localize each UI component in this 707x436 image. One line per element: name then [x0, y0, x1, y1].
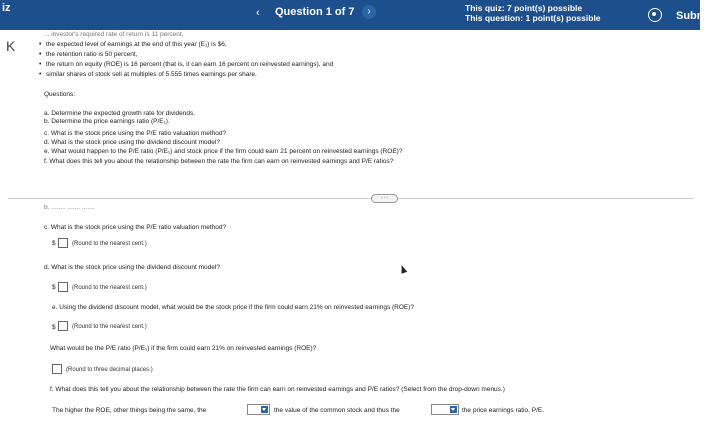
- expand-toggle[interactable]: ·····: [371, 194, 398, 203]
- answer-e-price-input[interactable]: [58, 321, 68, 331]
- dollar-sign: $: [52, 240, 56, 247]
- submit-quiz-button[interactable]: Subm: [676, 10, 707, 22]
- dollar-sign: $: [52, 324, 56, 331]
- answer-e-pe-input[interactable]: [52, 364, 62, 374]
- quiz-points: This quiz: 7 point(s) possible: [465, 3, 583, 13]
- back-arrow-icon[interactable]: K: [6, 38, 16, 54]
- top-bar: [0, 0, 707, 30]
- question-a: a. Determine the expected growth rate for dividends.: [44, 110, 196, 117]
- question-b: b. Determine the price earnings ratio (P/E₁).: [44, 118, 170, 125]
- answer-e-hint: (Round to the nearest cent.): [72, 324, 147, 330]
- answer-f-dropdown-2[interactable]: [431, 404, 459, 415]
- chevron-down-icon: [261, 406, 268, 413]
- answer-c-question: c. What is the stock price using the P/E ratio valuation method?: [44, 224, 227, 231]
- answer-f-question: f. What does this tell you about the relationship between the rate the firm can earn on reinvested earnings and P/E ratios? (Select from the drop-down menus.): [50, 386, 505, 393]
- mouse-cursor-icon: [399, 264, 407, 274]
- answer-f-text-3: the price earnings ratio, P/E.: [462, 407, 545, 414]
- answer-c-hint: (Round to the nearest cent.): [72, 241, 147, 247]
- question-points: This question: 1 point(s) possible: [465, 13, 601, 23]
- answer-d-hint: (Round to the nearest cent.): [72, 285, 147, 291]
- question-f: f. What does this tell you about the relationship between the rate the firm can earn on reinvested earnings and P/E ratios?: [44, 158, 394, 165]
- given-1: • the expected level of earnings at the end of this year (E₁) is $6,: [46, 41, 227, 48]
- answer-c-input[interactable]: [58, 238, 68, 248]
- answer-e-pe-hint: (Round to three decimal places.): [66, 367, 153, 373]
- dollar-sign: $: [52, 284, 56, 291]
- answer-f-text-1: The higher the ROE, other things being the same, the: [52, 407, 207, 414]
- answer-e-question: e. Using the dividend discount model, what would be the stock price if the firm could earn 21% on reinvested earnings (ROE)?: [52, 304, 415, 311]
- section-divider: [8, 198, 693, 199]
- given-2: • the retention ratio is 50 percent,: [46, 51, 137, 58]
- answer-e-pe-question: What would be the P/E ratio (P/E₁) if the firm could earn 21% on reinvested earnings (ROE)?: [50, 345, 317, 352]
- question-title: Question 1 of 7: [275, 6, 355, 18]
- cut-answer-line: b. ........ ....... .......: [44, 204, 95, 211]
- answer-d-question: d. What is the stock price using the dividend discount model?: [44, 264, 220, 271]
- questions-label: Questions:: [44, 91, 76, 98]
- next-question-button[interactable]: ›: [362, 5, 376, 19]
- settings-gear-icon[interactable]: [648, 8, 662, 22]
- question-d: d. What is the stock price using the dividend discount model?: [44, 139, 220, 146]
- answer-d-input[interactable]: [58, 282, 68, 292]
- points-info: [465, 3, 601, 23]
- chevron-down-icon: [450, 406, 457, 413]
- given-4: • similar shares of stock sell at multiples of 5.555 times earnings per share.: [46, 71, 257, 78]
- answer-f-dropdown-1[interactable]: [247, 404, 270, 415]
- cut-text-line: ... investor's required rate of return is 11 percent,: [44, 31, 184, 38]
- answer-f-text-2: the value of the common stock and thus the: [274, 407, 400, 414]
- previous-question-button[interactable]: ‹: [256, 7, 260, 19]
- given-3: • the return on equity (ROE) is 16 percent (that is, it can earn 16 percent on reinvested earnings), and: [46, 61, 333, 68]
- question-e: e. What would happen to the P/E ratio (P/E₁) and stock price if the firm could earn 21 percent on reinvested earnings (ROE)?: [44, 148, 403, 155]
- quiz-label: iz: [2, 2, 11, 14]
- question-c: c. What is the stock price using the P/E ratio valuation method?: [44, 130, 227, 137]
